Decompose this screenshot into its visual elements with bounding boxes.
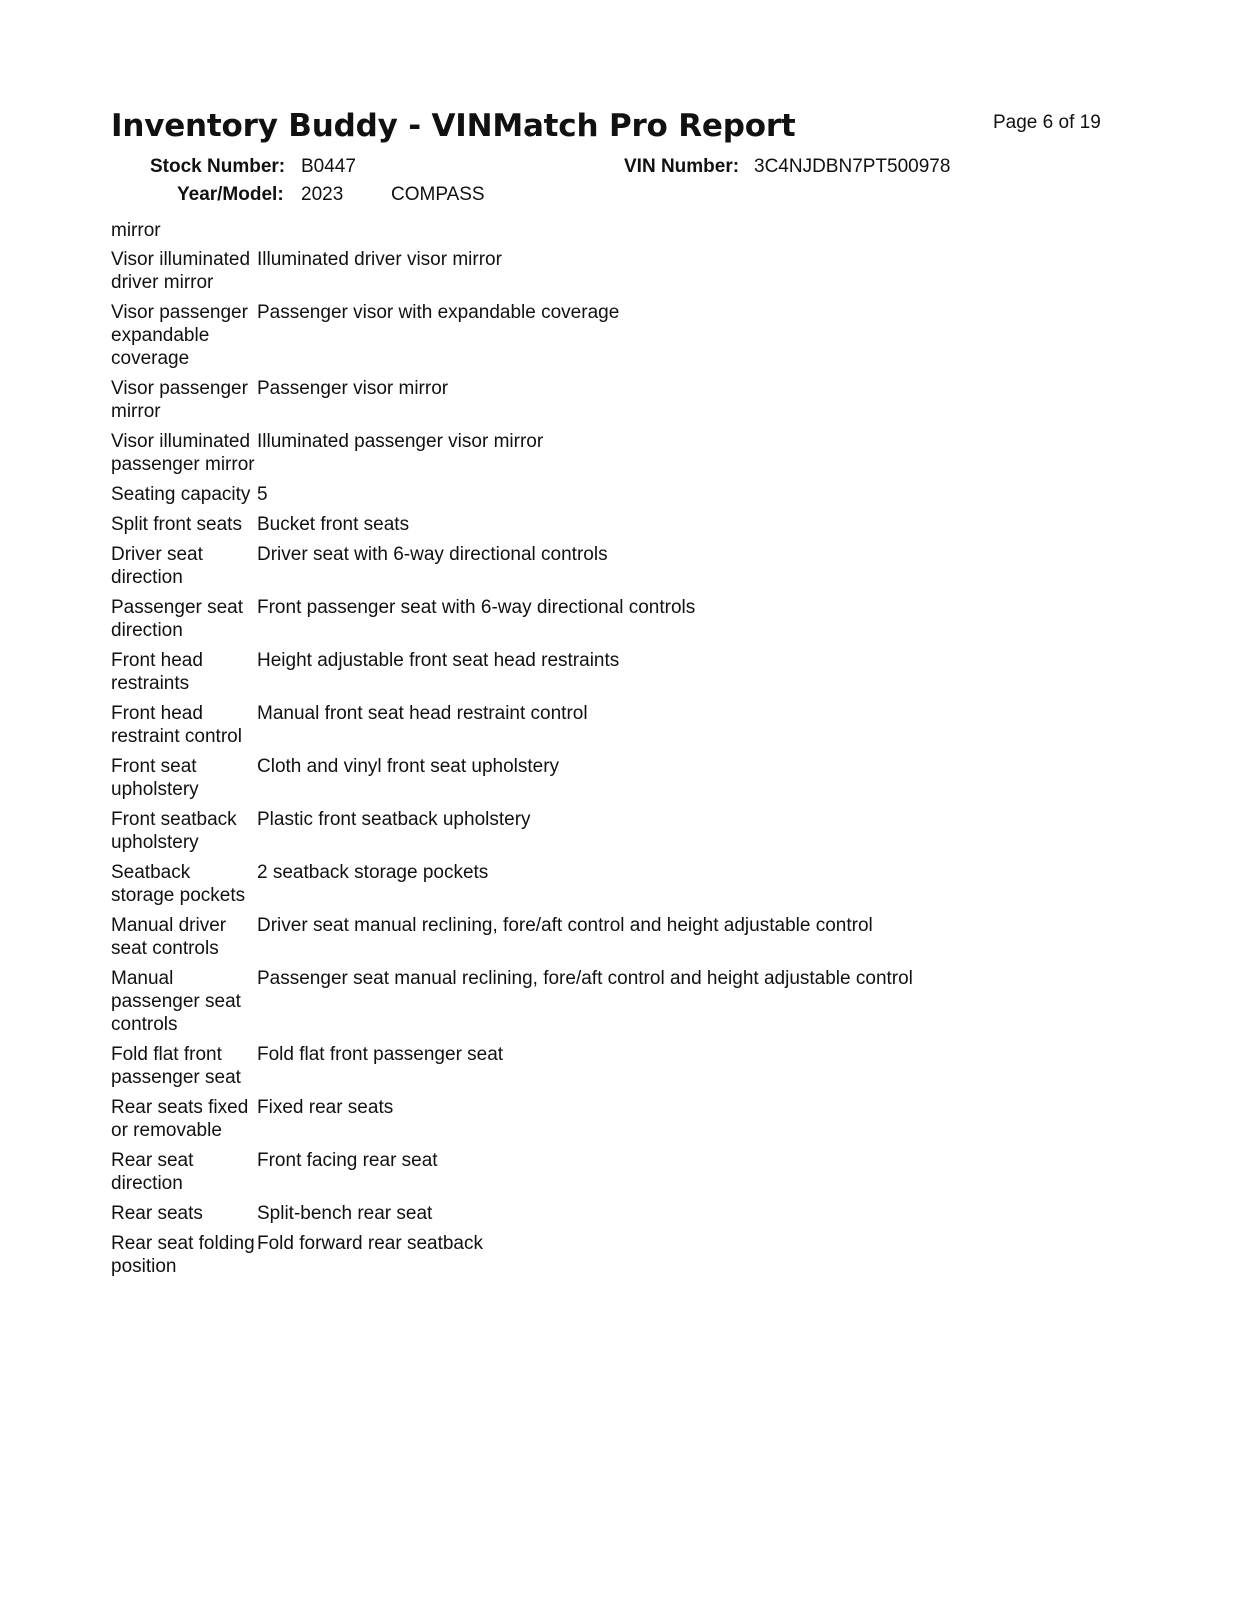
- feature-value: Split-bench rear seat: [257, 1203, 433, 1224]
- feature-value: Plastic front seatback upholstery: [257, 809, 531, 830]
- vin-number-value: 3C4NJDBN7PT500978: [754, 156, 951, 177]
- year-model-label: Year/Model:: [177, 184, 284, 205]
- table-row: [111, 1096, 1101, 1142]
- feature-label: Seating capacity: [111, 484, 251, 505]
- feature-value: Driver seat manual reclining, fore/aft control and height adjustable control: [257, 915, 873, 936]
- feature-value: Passenger seat manual reclining, fore/aft control and height adjustable control: [257, 968, 913, 989]
- feature-value: Passenger visor mirror: [257, 378, 449, 399]
- feature-label: Fold flat front passenger seat: [111, 1044, 241, 1088]
- table-row: [111, 755, 1101, 801]
- feature-value: Fixed rear seats: [257, 1097, 394, 1118]
- feature-label: Split front seats: [111, 514, 242, 535]
- table-row: [111, 513, 1101, 536]
- table-row: [111, 301, 1101, 370]
- year-value: 2023: [301, 184, 344, 205]
- feature-value: Illuminated passenger visor mirror: [257, 431, 544, 452]
- feature-label: Rear seat direction: [111, 1150, 194, 1194]
- table-row: [111, 967, 1101, 1036]
- feature-label: Visor passenger mirror: [111, 378, 248, 422]
- table-row: [111, 596, 1101, 642]
- feature-value: 5: [257, 484, 268, 505]
- feature-label: Manual passenger seat controls: [111, 968, 241, 1035]
- table-row: [111, 808, 1101, 854]
- table-row: [111, 483, 1101, 506]
- table-row: [111, 861, 1101, 907]
- feature-label: Manual driver seat controls: [111, 915, 227, 959]
- table-row: [111, 914, 1101, 960]
- feature-label: Front seatback upholstery: [111, 809, 237, 853]
- vin-number-label: VIN Number:: [624, 156, 740, 177]
- continued-label-text: mirror: [111, 220, 161, 241]
- feature-table: [111, 248, 1101, 1285]
- report-title: Inventory Buddy - VINMatch Pro Report: [111, 108, 796, 144]
- page-number: Page 6 of 19: [993, 112, 1101, 133]
- stock-number-label: Stock Number:: [150, 156, 286, 177]
- feature-value: Front facing rear seat: [257, 1150, 438, 1171]
- feature-label: Seatback storage pockets: [111, 862, 246, 906]
- table-row: [111, 377, 1101, 423]
- table-row: [111, 1202, 1101, 1225]
- table-row: [111, 430, 1101, 476]
- feature-value: 2 seatback storage pockets: [257, 862, 489, 883]
- table-row: [111, 1043, 1101, 1089]
- table-row: [111, 543, 1101, 589]
- feature-value: Bucket front seats: [257, 514, 410, 535]
- feature-label: Passenger seat direction: [111, 597, 244, 641]
- feature-value: Front passenger seat with 6-way directional controls: [257, 597, 696, 618]
- stock-number-value: B0447: [301, 156, 356, 177]
- table-row: [111, 649, 1101, 695]
- feature-label: Rear seats fixed or removable: [111, 1097, 249, 1141]
- feature-label: Rear seats: [111, 1203, 203, 1224]
- feature-value: Driver seat with 6-way directional controls: [257, 544, 608, 565]
- feature-label: Front head restraints: [111, 650, 203, 694]
- feature-label: Front head restraint control: [111, 703, 242, 747]
- feature-value: Cloth and vinyl front seat upholstery: [257, 756, 560, 777]
- feature-label: Driver seat direction: [111, 544, 203, 588]
- table-row: [111, 1232, 1101, 1278]
- feature-value: Fold flat front passenger seat: [257, 1044, 504, 1065]
- feature-value: Passenger visor with expandable coverage: [257, 302, 620, 323]
- feature-label: Front seat upholstery: [111, 756, 199, 800]
- table-row: [111, 702, 1101, 748]
- feature-label: Visor illuminated passenger mirror: [111, 431, 255, 475]
- feature-value: Manual front seat head restraint control: [257, 703, 588, 724]
- feature-label: Visor illuminated driver mirror: [111, 249, 251, 293]
- table-row: [111, 248, 1101, 294]
- model-value: COMPASS: [391, 184, 485, 205]
- feature-label: Rear seat folding position: [111, 1233, 255, 1277]
- feature-label: Visor passenger expandable coverage: [111, 302, 248, 369]
- table-row: [111, 1149, 1101, 1195]
- feature-value: Height adjustable front seat head restraints: [257, 650, 620, 671]
- feature-value: Illuminated driver visor mirror: [257, 249, 502, 270]
- feature-value: Fold forward rear seatback: [257, 1233, 483, 1254]
